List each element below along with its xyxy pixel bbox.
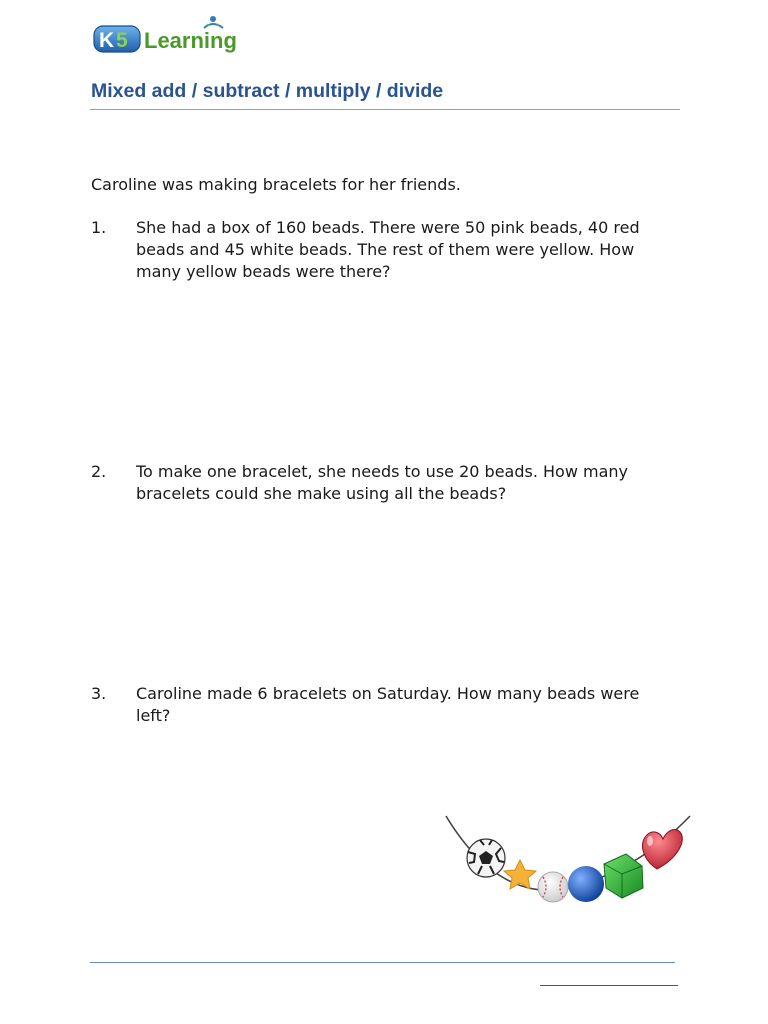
svg-text:K: K [99, 29, 115, 52]
green-cube-bead [604, 854, 643, 898]
svg-text:Learning: Learning [144, 28, 237, 53]
baseball-bead [538, 872, 568, 902]
question-text: To make one bracelet, she needs to use 20 beads. How many bracelets could she make using all the beads? [136, 462, 628, 503]
footer-divider [90, 962, 675, 963]
question-text: She had a box of 160 beads. There were 50 pink beads, 40 red beads and 45 white beads. The rest of them were yellow. How many yellow beads were there? [136, 218, 640, 281]
question-text: Caroline made 6 bracelets on Saturday. How many beads were left? [136, 684, 640, 725]
question-number: 1. [91, 218, 107, 237]
soccer-ball-bead [467, 839, 505, 877]
heart-bead [642, 830, 682, 869]
title-divider [90, 109, 680, 110]
k5-learning-logo[interactable] [92, 14, 262, 60]
question-number: 2. [91, 462, 107, 481]
footer-link[interactable] [540, 985, 678, 986]
blue-sphere-bead [568, 866, 604, 902]
question-number: 3. [91, 684, 107, 703]
page-title: Mixed add / subtract / multiply / divide [91, 80, 444, 102]
intro-text: Caroline was making bracelets for her friends. [91, 175, 461, 194]
bead-bracelet-illustration [444, 812, 694, 912]
svg-text:5: 5 [116, 29, 128, 52]
